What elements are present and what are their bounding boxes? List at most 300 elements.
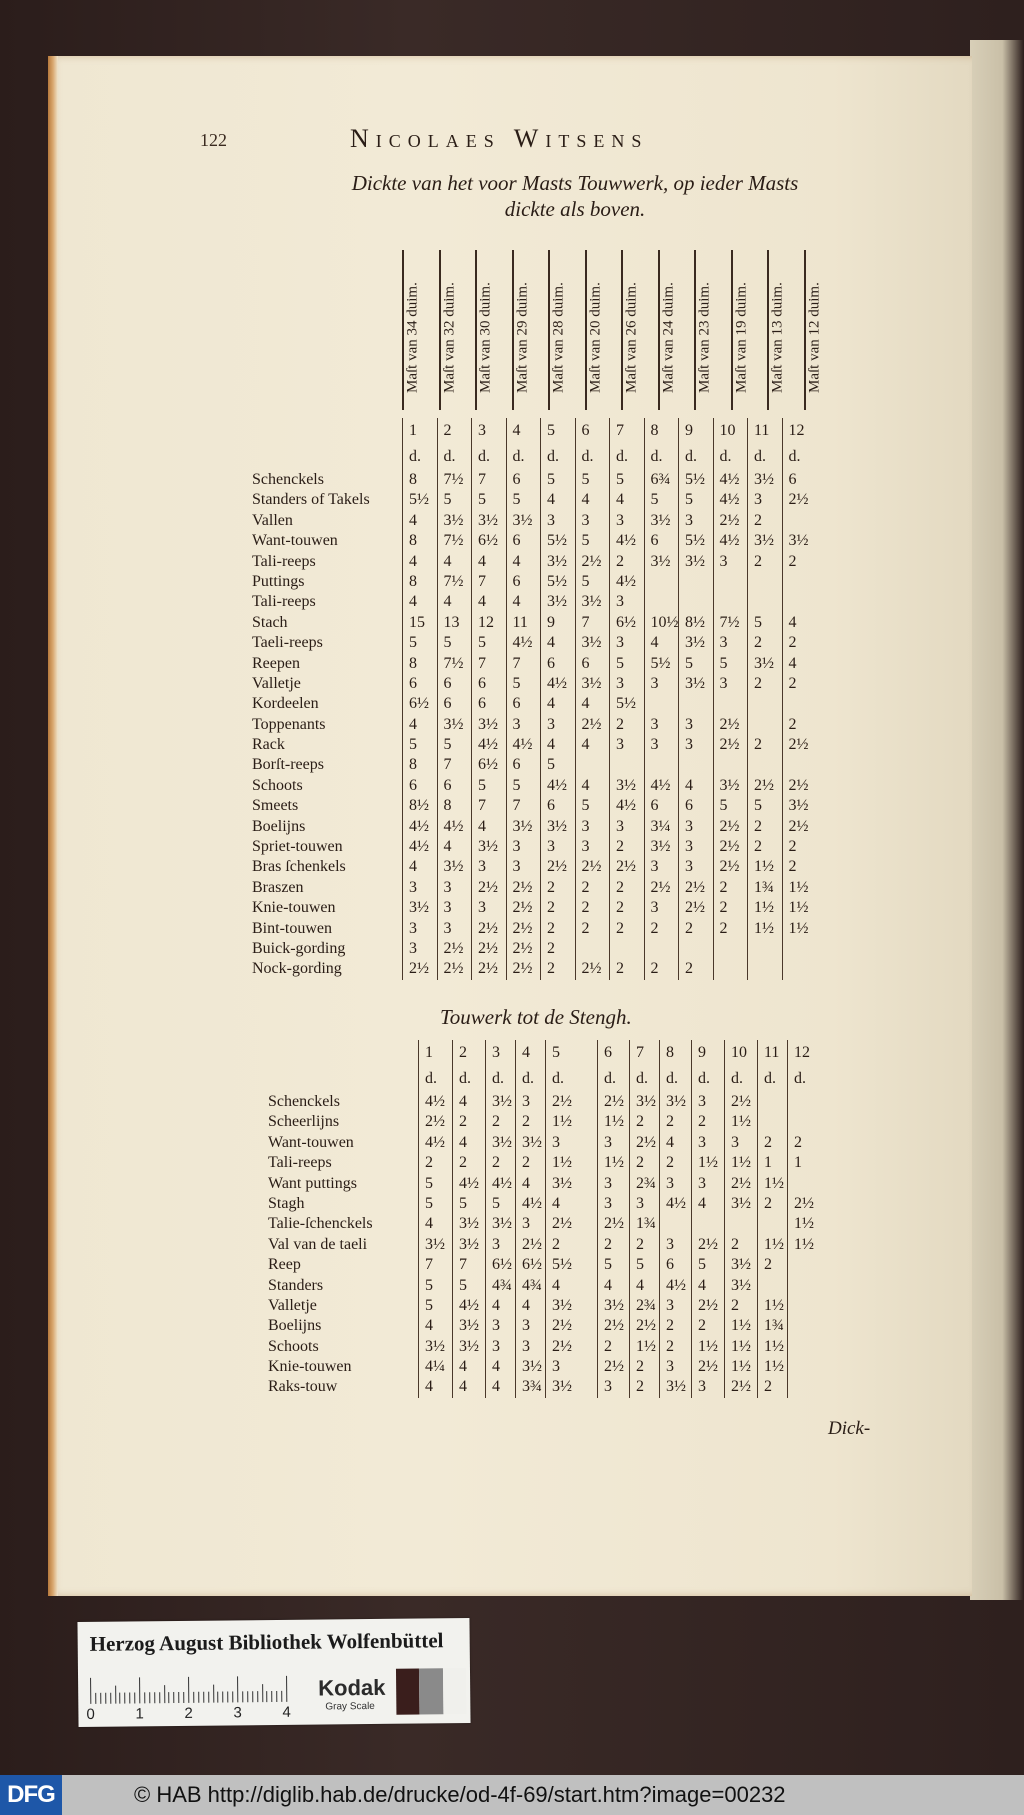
table-cell: 2½ bbox=[629, 1316, 659, 1336]
table-cell: 3 bbox=[644, 857, 679, 877]
table-cell: 2 bbox=[747, 735, 782, 755]
table-cell: 1½ bbox=[724, 1337, 757, 1357]
table-cell: 3 bbox=[678, 735, 713, 755]
table-cell: 2½ bbox=[782, 776, 817, 796]
ruler-tick bbox=[237, 1676, 238, 1702]
table-cell: 3½ bbox=[782, 796, 817, 816]
table-cell: 8½ bbox=[678, 613, 713, 633]
ruler-tick bbox=[154, 1692, 155, 1703]
table-cell: 3½ bbox=[644, 511, 679, 531]
table-cell: 2½ bbox=[713, 715, 748, 735]
unit-label: d. bbox=[691, 1066, 724, 1092]
table-cell: 6 bbox=[575, 654, 610, 674]
table-title-line2: dickte als boven. bbox=[504, 197, 646, 221]
table-cell: 3 bbox=[609, 817, 644, 837]
column-header-label: Maſt van 29 duim. bbox=[514, 282, 531, 393]
table-cell: 4 bbox=[540, 490, 575, 510]
row-label: Vallen bbox=[252, 511, 293, 529]
table-cell: 2 bbox=[747, 674, 782, 694]
table-cell: 5 bbox=[452, 1194, 485, 1214]
table-cell: 2 bbox=[678, 959, 713, 979]
row-label: Toppenants bbox=[252, 715, 326, 733]
table-cell: 3½ bbox=[678, 633, 713, 653]
table-cell: 2 bbox=[713, 898, 748, 918]
table-cell: 3½ bbox=[575, 592, 610, 612]
table-cell: 5 bbox=[597, 1255, 629, 1275]
table-cell: 2 bbox=[629, 1112, 659, 1132]
table-cell: 4 bbox=[485, 1296, 515, 1316]
table-cell: 8 bbox=[402, 470, 437, 490]
unit-label: d. bbox=[452, 1066, 485, 1092]
ruler-tick bbox=[129, 1693, 130, 1704]
table-cell: 3 bbox=[485, 1337, 515, 1357]
table-cell: 3½ bbox=[437, 715, 472, 735]
table-cell: 3½ bbox=[747, 470, 782, 490]
row-label: Smeets bbox=[252, 797, 299, 815]
table-cell: 1½ bbox=[757, 1357, 787, 1377]
table-cell: 2 bbox=[418, 1153, 452, 1173]
table-cell: 5½ bbox=[540, 531, 575, 551]
table-cell: 3 bbox=[437, 898, 472, 918]
table-cell: 7 bbox=[471, 654, 506, 674]
table-cell: 7 bbox=[437, 755, 472, 775]
table-cell: 2½ bbox=[782, 817, 817, 837]
table-cell: 5 bbox=[713, 796, 748, 816]
table-cell: 8 bbox=[402, 531, 437, 551]
ruler-tick bbox=[90, 1678, 91, 1704]
table-cell: 2 bbox=[545, 1235, 597, 1255]
row-label: Want-touwen bbox=[268, 1133, 354, 1151]
ruler-tick bbox=[173, 1692, 174, 1703]
mast-rope-grid bbox=[252, 418, 816, 980]
table-cell: 2 bbox=[747, 633, 782, 653]
table-cell: 3½ bbox=[471, 511, 506, 531]
table-cell: 4 bbox=[402, 552, 437, 572]
column-header-label: Maſt van 23 duim. bbox=[696, 282, 713, 393]
table-cell: 2½ bbox=[418, 1112, 452, 1132]
ruler-tick bbox=[252, 1691, 253, 1702]
table-cell: 2 bbox=[782, 674, 817, 694]
table-cell: 3 bbox=[713, 552, 748, 572]
table-cell: 3½ bbox=[597, 1296, 629, 1316]
table-cell: 5 bbox=[609, 470, 644, 490]
table-cell: 2½ bbox=[609, 857, 644, 877]
table-cell: 5 bbox=[418, 1174, 452, 1194]
table-cell: 1½ bbox=[782, 898, 817, 918]
table-cell: 6 bbox=[437, 694, 472, 714]
row-label: Knie-touwen bbox=[268, 1358, 352, 1376]
table-cell: 4 bbox=[437, 592, 472, 612]
table-cell bbox=[713, 592, 748, 612]
table-cell: 7 bbox=[471, 470, 506, 490]
table-cell: 6 bbox=[402, 674, 437, 694]
row-label: Braszen bbox=[252, 878, 304, 896]
row-label: Rack bbox=[252, 736, 285, 754]
unit-label: d. bbox=[515, 1066, 545, 1092]
table-cell: 3½ bbox=[402, 898, 437, 918]
table-cell: 2 bbox=[540, 898, 575, 918]
table-cell: 4 bbox=[545, 1276, 597, 1296]
table-cell: 4 bbox=[437, 837, 472, 857]
table-cell bbox=[713, 939, 748, 959]
row-label: Valletje bbox=[268, 1296, 317, 1314]
table-cell: 2 bbox=[452, 1112, 485, 1132]
table-cell: 2½ bbox=[545, 1092, 597, 1112]
table-cell: 2½ bbox=[782, 735, 817, 755]
table-cell bbox=[644, 694, 679, 714]
table-cell: 6 bbox=[506, 572, 541, 592]
table-cell: 3 bbox=[515, 1316, 545, 1336]
table-cell: 4 bbox=[691, 1194, 724, 1214]
row-label: Standers of Takels bbox=[252, 491, 370, 509]
table-cell: 4 bbox=[515, 1296, 545, 1316]
table-cell: 4½ bbox=[452, 1174, 485, 1194]
table-cell: 3 bbox=[597, 1377, 629, 1397]
table-cell: 3 bbox=[402, 939, 437, 959]
table-cell: 3 bbox=[691, 1133, 724, 1153]
table-cell: 2½ bbox=[713, 837, 748, 857]
unit-label: d. bbox=[629, 1066, 659, 1092]
table-cell: 3½ bbox=[545, 1296, 597, 1316]
table-cell: 2½ bbox=[713, 817, 748, 837]
table-cell: 4 bbox=[575, 490, 610, 510]
table-cell: 6 bbox=[471, 694, 506, 714]
table-cell: 5 bbox=[418, 1276, 452, 1296]
table-cell: 4 bbox=[418, 1377, 452, 1397]
table-cell bbox=[747, 959, 782, 979]
row-label: Tali-reeps bbox=[252, 593, 316, 611]
table-cell: 4½ bbox=[659, 1194, 691, 1214]
table-cell: 6 bbox=[644, 531, 679, 551]
ruler-tick bbox=[164, 1685, 165, 1703]
row-label: Nock-gording bbox=[252, 960, 342, 978]
ruler-tick bbox=[193, 1692, 194, 1703]
table-cell: 2 bbox=[609, 898, 644, 918]
table-cell: 2 bbox=[724, 1296, 757, 1316]
table-cell: 3½ bbox=[659, 1092, 691, 1112]
table-cell bbox=[575, 939, 610, 959]
table-cell: 5 bbox=[418, 1194, 452, 1214]
unit-label: d. bbox=[713, 444, 748, 470]
table-cell bbox=[782, 939, 817, 959]
table-cell: 6 bbox=[506, 755, 541, 775]
table-cell: 7 bbox=[575, 613, 610, 633]
table-cell: 4½ bbox=[644, 776, 679, 796]
table-cell: 3 bbox=[597, 1174, 629, 1194]
copyright-link[interactable]: © HAB http://diglib.hab.de/drucke/od-4f-69/start.htm?image=00232 bbox=[134, 1782, 786, 1807]
table-cell: 2½ bbox=[471, 878, 506, 898]
column-number: 6 bbox=[597, 1040, 629, 1066]
table-cell: 4½ bbox=[418, 1133, 452, 1153]
table-cell: 3½ bbox=[659, 1377, 691, 1397]
table-cell: 4¾ bbox=[515, 1276, 545, 1296]
table-cell: 2½ bbox=[545, 1214, 597, 1234]
row-label: Want puttings bbox=[268, 1174, 357, 1192]
table-cell: 3 bbox=[609, 511, 644, 531]
unit-label: d. bbox=[609, 444, 644, 470]
table-cell: 2 bbox=[644, 959, 679, 979]
table-cell: 2½ bbox=[506, 878, 541, 898]
table-cell: 2½ bbox=[402, 959, 437, 979]
table-cell: 4¼ bbox=[418, 1357, 452, 1377]
table-cell: 2 bbox=[597, 1235, 629, 1255]
table-cell: 4 bbox=[402, 511, 437, 531]
table-cell: 2 bbox=[782, 633, 817, 653]
column-number: 7 bbox=[609, 418, 644, 444]
row-label: Raks-touw bbox=[268, 1378, 338, 1396]
column-number: 1 bbox=[418, 1040, 452, 1066]
table-cell: 2 bbox=[713, 919, 748, 939]
table-cell: 1¾ bbox=[757, 1316, 787, 1336]
table-cell: 5½ bbox=[402, 490, 437, 510]
table-cell: 6½ bbox=[471, 531, 506, 551]
column-header-label: Maſt van 12 duim. bbox=[806, 282, 823, 393]
row-label: Kordeelen bbox=[252, 695, 319, 713]
table-cell: 15 bbox=[402, 613, 437, 633]
table-cell bbox=[678, 694, 713, 714]
table-cell: 2 bbox=[629, 1357, 659, 1377]
table-cell: 5 bbox=[402, 633, 437, 653]
table-cell bbox=[782, 572, 817, 592]
row-label: Reep bbox=[268, 1256, 301, 1274]
table-cell: 2 bbox=[747, 817, 782, 837]
ruler-tick bbox=[110, 1693, 111, 1704]
table-cell: 3 bbox=[515, 1337, 545, 1357]
table-cell: 2 bbox=[540, 959, 575, 979]
kodak-logo: Kodak bbox=[318, 1674, 386, 1701]
table-cell: 1½ bbox=[724, 1357, 757, 1377]
column-header-label: Maſt van 13 duim. bbox=[769, 282, 786, 393]
table-cell: 3½ bbox=[545, 1377, 597, 1397]
column-number: 11 bbox=[757, 1040, 787, 1066]
table-cell: 5½ bbox=[609, 694, 644, 714]
table-cell: 7 bbox=[418, 1255, 452, 1275]
table-cell: 2 bbox=[757, 1377, 787, 1397]
row-label: Bras ſchenkels bbox=[252, 858, 346, 876]
table-cell: 5 bbox=[691, 1255, 724, 1275]
table-cell: 5 bbox=[629, 1255, 659, 1275]
column-number: 4 bbox=[506, 418, 541, 444]
column-number: 9 bbox=[691, 1040, 724, 1066]
table-cell: 4½ bbox=[485, 1174, 515, 1194]
column-number: 10 bbox=[724, 1040, 757, 1066]
section-title: Touwerk tot de Stengh. bbox=[440, 1005, 632, 1029]
table-cell bbox=[747, 715, 782, 735]
table-cell: 2 bbox=[782, 552, 817, 572]
table-cell bbox=[787, 1377, 817, 1397]
table-cell: 7 bbox=[506, 654, 541, 674]
row-label: Buick-gording bbox=[252, 939, 346, 957]
unit-label: d. bbox=[402, 444, 437, 470]
table-cell bbox=[787, 1112, 817, 1132]
table-cell: 2½ bbox=[515, 1235, 545, 1255]
table-cell: 1½ bbox=[691, 1153, 724, 1173]
table-cell: 3 bbox=[506, 837, 541, 857]
table-cell: 3½ bbox=[515, 1133, 545, 1153]
unit-label: d. bbox=[540, 444, 575, 470]
table-cell: 4 bbox=[402, 715, 437, 735]
table-cell: 4 bbox=[452, 1092, 485, 1112]
table-cell: 1½ bbox=[782, 919, 817, 939]
table-cell: 4 bbox=[402, 857, 437, 877]
table-cell: 11 bbox=[506, 613, 541, 633]
corner-blank bbox=[252, 418, 402, 444]
table-cell: 2 bbox=[609, 837, 644, 857]
table-cell: 4 bbox=[545, 1194, 597, 1214]
table-cell: 5 bbox=[418, 1296, 452, 1316]
column-header-label: Maſt van 19 duim. bbox=[733, 282, 750, 393]
table-cell: 3½ bbox=[485, 1133, 515, 1153]
table-cell: 4 bbox=[629, 1276, 659, 1296]
table-cell: 1½ bbox=[724, 1316, 757, 1336]
table-cell: 3¼ bbox=[644, 817, 679, 837]
table-cell: 2 bbox=[629, 1153, 659, 1173]
table-cell: 5 bbox=[575, 470, 610, 490]
table-cell: 3 bbox=[402, 878, 437, 898]
table-cell: 1½ bbox=[757, 1235, 787, 1255]
table-cell bbox=[782, 959, 817, 979]
table-cell: 5 bbox=[575, 531, 610, 551]
table-cell: 4½ bbox=[402, 837, 437, 857]
row-label: Knie-touwen bbox=[252, 899, 336, 917]
column-number: 10 bbox=[713, 418, 748, 444]
table-cell: 4 bbox=[452, 1357, 485, 1377]
table-cell: 2 bbox=[747, 837, 782, 857]
table-cell: 8½ bbox=[402, 796, 437, 816]
table-cell: 4 bbox=[597, 1276, 629, 1296]
ruler-label: 3 bbox=[233, 1704, 242, 1722]
row-label: Schoots bbox=[268, 1337, 319, 1355]
ruler-tick bbox=[232, 1691, 233, 1702]
column-number: 5 bbox=[540, 418, 575, 444]
table-cell: 5 bbox=[678, 490, 713, 510]
table-cell: 4 bbox=[644, 633, 679, 653]
row-label: Val van de taeli bbox=[268, 1235, 368, 1253]
table-cell: 3 bbox=[437, 919, 472, 939]
table-cell: 3½ bbox=[515, 1357, 545, 1377]
table-cell: 3½ bbox=[747, 531, 782, 551]
ruler-tick bbox=[271, 1691, 272, 1702]
table-cell: 6 bbox=[506, 694, 541, 714]
table-cell: 2 bbox=[782, 857, 817, 877]
table-cell: 4 bbox=[485, 1377, 515, 1397]
table-cell: 1½ bbox=[545, 1153, 597, 1173]
table-cell: 4½ bbox=[713, 531, 748, 551]
table-cell bbox=[787, 1296, 817, 1316]
table-cell: 5 bbox=[437, 633, 472, 653]
table-cell: 2 bbox=[713, 878, 748, 898]
table-cell: 2 bbox=[747, 552, 782, 572]
table-cell: 2 bbox=[609, 552, 644, 572]
table-cell: 1½ bbox=[782, 878, 817, 898]
table-cell: 3 bbox=[540, 511, 575, 531]
ruler-tick bbox=[124, 1693, 125, 1704]
table-cell bbox=[782, 755, 817, 775]
table-cell: 2½ bbox=[506, 959, 541, 979]
table-cell: 3 bbox=[485, 1316, 515, 1336]
table-cell: 1½ bbox=[629, 1337, 659, 1357]
table-cell: 4½ bbox=[418, 1092, 452, 1112]
ruler-tick bbox=[183, 1692, 184, 1703]
table-cell: 3 bbox=[659, 1357, 691, 1377]
table-cell: 5 bbox=[747, 796, 782, 816]
ruler-tick bbox=[169, 1692, 170, 1703]
ruler-tick bbox=[159, 1692, 160, 1703]
ruler-tick bbox=[281, 1691, 282, 1702]
table-cell: 3 bbox=[644, 898, 679, 918]
table-cell: 6 bbox=[506, 470, 541, 490]
table-cell: 3½ bbox=[540, 552, 575, 572]
table-cell: 3½ bbox=[452, 1235, 485, 1255]
table-cell: 3½ bbox=[471, 837, 506, 857]
table-cell: 2 bbox=[787, 1133, 817, 1153]
table-cell: 2¾ bbox=[629, 1296, 659, 1316]
table-cell bbox=[787, 1357, 817, 1377]
ruler-tick bbox=[276, 1691, 277, 1702]
table-cell: 3 bbox=[644, 735, 679, 755]
table-cell: 5 bbox=[540, 755, 575, 775]
table-cell: 3 bbox=[609, 674, 644, 694]
table-cell: 4 bbox=[575, 735, 610, 755]
table-cell: 3 bbox=[678, 511, 713, 531]
ruler-tick bbox=[286, 1676, 287, 1702]
table-cell: 3½ bbox=[452, 1316, 485, 1336]
table-cell: 2½ bbox=[545, 1316, 597, 1336]
unit-label: d. bbox=[659, 1066, 691, 1092]
table-cell: 4 bbox=[418, 1214, 452, 1234]
table-cell: 3½ bbox=[540, 817, 575, 837]
column-header bbox=[694, 250, 731, 410]
table-cell: 3½ bbox=[437, 511, 472, 531]
table-cell: 4½ bbox=[659, 1276, 691, 1296]
table-cell: 4 bbox=[485, 1357, 515, 1377]
table-cell: 3½ bbox=[713, 776, 748, 796]
table-cell: 2 bbox=[540, 919, 575, 939]
table-cell: 12 bbox=[471, 613, 506, 633]
gray-swatch bbox=[396, 1668, 420, 1714]
table-cell: 3 bbox=[515, 1214, 545, 1234]
table-cell: 3 bbox=[437, 878, 472, 898]
unit-label: d. bbox=[644, 444, 679, 470]
column-header-label: Maſt van 20 duim. bbox=[587, 282, 604, 393]
table-cell: 2½ bbox=[540, 857, 575, 877]
table-title bbox=[330, 170, 820, 222]
table-cell: 2½ bbox=[629, 1133, 659, 1153]
dfg-logo: DFG bbox=[0, 1775, 62, 1815]
ruler-tick bbox=[262, 1684, 263, 1702]
column-number: 8 bbox=[644, 418, 679, 444]
table-cell: 2 bbox=[629, 1235, 659, 1255]
table-cell: 2 bbox=[540, 939, 575, 959]
unit-label: d. bbox=[597, 1066, 629, 1092]
table-cell: 2 bbox=[515, 1112, 545, 1132]
table-cell: 4 bbox=[437, 552, 472, 572]
table-cell: 2½ bbox=[437, 959, 472, 979]
table-cell: 4½ bbox=[515, 1194, 545, 1214]
column-number: 3 bbox=[471, 418, 506, 444]
row-label: Stagh bbox=[268, 1194, 305, 1212]
table-cell bbox=[713, 755, 748, 775]
table-cell bbox=[787, 1276, 817, 1296]
table-cell: 1½ bbox=[757, 1174, 787, 1194]
table-cell: 4 bbox=[691, 1276, 724, 1296]
table-cell bbox=[609, 939, 644, 959]
table-cell: 4 bbox=[452, 1133, 485, 1153]
column-number: 11 bbox=[747, 418, 782, 444]
column-header bbox=[767, 250, 804, 410]
table-cell: 7 bbox=[471, 572, 506, 592]
table-cell: 2½ bbox=[724, 1174, 757, 1194]
